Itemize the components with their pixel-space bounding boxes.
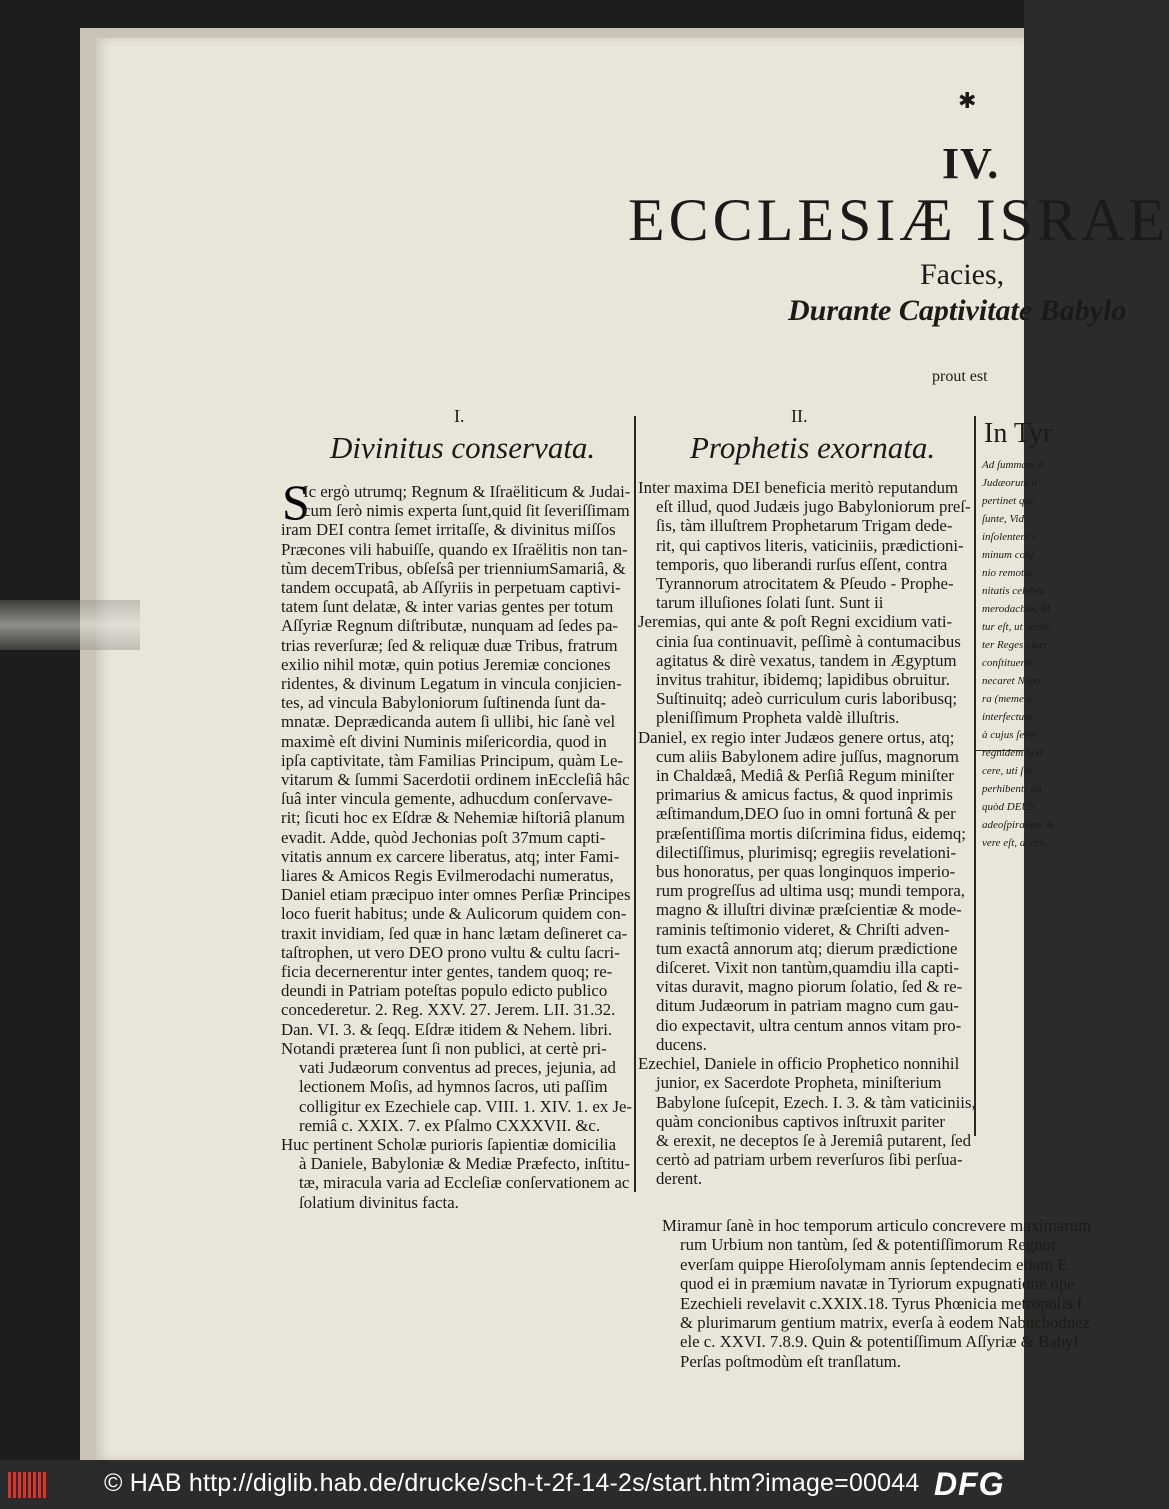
text-line: vitas duravit, magno piorum ſolatio, ſed & re- bbox=[656, 977, 963, 997]
text-line: deundi in Patriam poteſtas populo edicto publico bbox=[281, 981, 608, 1001]
text-line: traxit invidiam, ſed quæ in hanc lætam deſineret ca- bbox=[281, 923, 628, 943]
dfg-logo: DFG bbox=[934, 1466, 1005, 1502]
text-line: temporis, quo liberandi rurſus eſſent, contra bbox=[656, 554, 948, 574]
miramur-paragraph bbox=[662, 1216, 1091, 1371]
text-line: vere eſt, acerb. bbox=[982, 837, 1048, 849]
page-marker: ✱ bbox=[958, 88, 977, 113]
column-3-margin-notes bbox=[982, 456, 1054, 852]
viewer-footer bbox=[0, 1460, 1024, 1509]
text-line: rum Urbium non tantùm, ſed & potentiſſimorum Regnor bbox=[680, 1235, 1057, 1255]
text-line: tæ, miracula varia ad Eccleſiæ conſervationem ac bbox=[299, 1173, 630, 1193]
text-line: junior, ex Sacerdote Propheta, miniſterium bbox=[656, 1073, 942, 1093]
text-line: tatem ſunt delatæ, & inter varias gentes per totum bbox=[281, 597, 614, 617]
text-line: Daniel etiam præcipuo inter omnes Perſiæ Principes bbox=[281, 885, 631, 905]
text-line: quàm concionibus captivos inſtruxit pariter bbox=[656, 1111, 945, 1131]
text-line: pertinet quo bbox=[982, 495, 1036, 507]
text-line: Aſſyriæ Regnum diſtributæ, nunquam ad ſedes pa- bbox=[281, 616, 618, 636]
text-line: vitatis annum ex carcere liberatus, atq; inter Fami- bbox=[281, 846, 620, 866]
text-line: inſolentem a bbox=[982, 531, 1037, 543]
text-line: Dan. VI. 3. & ſeqq. Eſdræ itidem & Nehem. libri. bbox=[281, 1019, 613, 1039]
column-1-text bbox=[281, 474, 633, 1212]
page-clip bbox=[0, 600, 140, 650]
text-line: tes, ad vincula Babyloniorum ſuſtinenda ſunt da- bbox=[281, 693, 606, 713]
text-line: diſceret. Vixit non tantùm,quamdiu illa capti- bbox=[656, 958, 960, 978]
text-line: ſunte, Vid bbox=[982, 513, 1024, 525]
text-line: nitatis celebra bbox=[982, 585, 1046, 597]
page-title: ECCLESIÆ ISRAE bbox=[628, 187, 1169, 253]
text-line: ridentes, & divinum Legatum in vincula conjicien- bbox=[281, 674, 622, 694]
text-line: quòd DEUS bbox=[982, 801, 1035, 813]
source-url[interactable]: © HAB http://diglib.hab.de/drucke/sch-t-2f-14-2s/start.htm?image=00044 bbox=[104, 1469, 920, 1497]
text-line: Huc pertinent Scholæ purioris ſapientiæ domicilia bbox=[281, 1134, 617, 1154]
text-line: cum ſerò nimis experta ſunt,quid ſit ſeveriſſimam bbox=[303, 501, 630, 521]
column-3-heading: In Tyr bbox=[984, 418, 1053, 449]
chapter-number: IV. bbox=[942, 139, 1000, 188]
text-line: invitus trahitur, ibidemq; lapidibus obruitur. bbox=[656, 670, 950, 690]
text-line: agitatus & dirè vexatus, tandem in Ægyptum bbox=[656, 650, 957, 670]
text-line: primarius & amicus factus, & quod inprimis bbox=[656, 785, 953, 805]
text-line: ra (meme n bbox=[982, 693, 1033, 705]
column-2-heading: Prophetis exornata. bbox=[690, 430, 936, 465]
text-line: derent. bbox=[656, 1169, 703, 1189]
text-line: minum conſ bbox=[982, 549, 1034, 561]
text-line: colligitur ex Ezechiele cap. VIII. 1. XIV. 1. ex Je- bbox=[299, 1096, 633, 1116]
text-line: maximè eſt divini Numinis miſericordia, quod in bbox=[281, 731, 607, 751]
text-line: & plurimarum gentium matrix, everſa à eodem Nabuchodnez bbox=[680, 1313, 1091, 1333]
text-line: præſentiſſima mortis diſcrimina fidus, eidemq; bbox=[656, 823, 966, 843]
text-line: ſuâ inter vincula gemente, adhucdum conſervave- bbox=[281, 789, 613, 809]
subtitle-durante: Durante Captivitate Babylo bbox=[788, 294, 1127, 327]
text-line: loco fuerit habitus; unde & Aulicorum quidem con- bbox=[281, 904, 627, 924]
text-line: perhibent; ita bbox=[982, 783, 1042, 795]
text-line: necaret Nepo bbox=[982, 675, 1041, 687]
text-line: eſt illud, quod Judæis jugo Babyloniorum preſ- bbox=[656, 497, 971, 517]
text-line: Jeremias, qui ante & poſt Regni excidium vati- bbox=[638, 612, 953, 632]
text-line: ipſa captivitate, tàm Familias Principum, quàm Le- bbox=[281, 750, 624, 770]
text-line: Ad ſummam d bbox=[982, 459, 1044, 471]
hab-logo-icon bbox=[8, 1472, 52, 1498]
text-line: Tyrannorum atrocitatem & Pſeudo - Prophe- bbox=[656, 574, 954, 594]
column-2-text bbox=[638, 478, 976, 1189]
drop-cap: S bbox=[282, 474, 310, 530]
book-page bbox=[96, 38, 1169, 1460]
text-line: taſtrophen, ut vero DEO prono vultu & cultu ſacri- bbox=[281, 942, 620, 962]
text-line: interfectum bbox=[982, 711, 1033, 723]
text-line: cum aliis Babylonem adire juſſus, magnorum bbox=[656, 746, 959, 766]
text-line: tur eſt, ut Jecho bbox=[982, 621, 1052, 633]
text-line: tùm decemTribus, obſeſsâ per trienniumSamariâ, & bbox=[281, 558, 626, 578]
text-line: nio remotur bbox=[982, 567, 1034, 579]
text-line: cere, uti ſlu bbox=[982, 765, 1032, 777]
text-line: raminis teſtimonio videret, & Chriſti adven- bbox=[656, 919, 950, 939]
text-line: à Daniele, Babyloniæ & Mediæ Præfecto, inſtitu- bbox=[299, 1154, 630, 1174]
text-line: & erexit, ne deceptos ſe à Jeremiâ putarent, ſed bbox=[656, 1130, 971, 1150]
text-line: dilectiſſimus, plurimisq; egregiis revelationi- bbox=[656, 842, 957, 862]
text-line: ficia decernerentur inter gentes, tandem quoq; re- bbox=[281, 962, 613, 982]
text-line: ſolatium divinitus facta. bbox=[299, 1192, 459, 1212]
text-line: Judæorum it bbox=[982, 477, 1038, 489]
text-line: tarum illuſiones ſolati ſunt. Sunt ii bbox=[656, 593, 884, 613]
column-1-number: I. bbox=[454, 406, 465, 426]
text-line: conſtitueret. bbox=[982, 657, 1036, 669]
text-line: remiâ c. XXIX. 7. ex Pſalmo CXXXVII. &c. bbox=[299, 1115, 601, 1135]
column-2-number: II. bbox=[791, 406, 808, 426]
text-line: dio expectavit, ultra centum annos vitam pro- bbox=[656, 1015, 962, 1035]
text-line: vitarum & ſummi Sacerdotii ordinem inEccleſiâ hâc bbox=[281, 770, 630, 790]
text-line: certò ad patriam urbem reverſuros ſibi perſua- bbox=[656, 1150, 963, 1170]
text-line: evadit. Adde, quòd Jechonias poſt 37mum capti- bbox=[281, 827, 606, 847]
text-line: rum progreſſus ad ultima usq; mundi tempora, bbox=[656, 881, 966, 901]
text-line: Perſas poſtmodùm eſt tranſlatum. bbox=[680, 1351, 901, 1371]
text-line: quod ei in præmium navatæ in Tyriorum expugnatione ope bbox=[680, 1274, 1075, 1294]
text-line: tandem occupatâ, ab Aſſyriis in perpetuam captivi- bbox=[281, 578, 621, 598]
text-line: Præcones vili habuiſſe, quando ex Iſraëlitis non tan- bbox=[281, 539, 628, 559]
column-divider-1 bbox=[634, 416, 636, 1192]
text-line: concederetur. 2. Reg. XXV. 27. Jerem. LII. 31.32. bbox=[281, 1000, 616, 1020]
text-line: liares & Amicos Regis Evilmerodachi numeratus, bbox=[281, 866, 614, 886]
text-line: ditum Judæorum in patriam magno cum gau- bbox=[656, 996, 959, 1016]
text-line: trias reverſuræ; ſed & reliquæ duæ Tribus, fratrum bbox=[281, 635, 618, 655]
text-line: mnatæ. Deprædicanda autem ſi ullibi, hic ſanè vel bbox=[281, 712, 616, 732]
text-line: in Chaldæâ, Mediâ & Perſiâ Regum miniſter bbox=[656, 766, 954, 786]
text-line: magno & illuſtri divinæ præſcientiæ & mode- bbox=[656, 900, 962, 920]
text-line: adeoſpiravent & bbox=[982, 819, 1055, 831]
text-line: cinia ſua continuavit, peſſimè à contumacibus bbox=[656, 631, 961, 651]
text-line: pleniſſimum Propheta valdè illuſtris. bbox=[656, 708, 900, 728]
text-line: Ezechieli revelavit c.XXIX.18. Tyrus Phœnicia metropolis f bbox=[680, 1293, 1083, 1313]
text-line: ter Reges cluer bbox=[982, 639, 1049, 651]
text-line: æſtimandum,DEO ſuo in omni fortunâ & per bbox=[656, 804, 956, 824]
text-line: Ic ergò utrumq; Regnum & Iſraëliticum & Judai- bbox=[303, 482, 631, 501]
text-line: ſis, tàm illuſtrem Prophetarum Trigam dede- bbox=[656, 516, 953, 536]
text-line: lectionem Moſis, ad hymnos ſacros, uti paſſim bbox=[299, 1077, 608, 1097]
text-line: everſam quippe Hieroſolymam annis ſeptendecim etiam E bbox=[680, 1254, 1068, 1274]
text-line: Suſtinuitq; adeò curriculum curis laboribusq; bbox=[656, 689, 958, 709]
text-line: ducens. bbox=[656, 1034, 707, 1054]
text-line: Notandi præterea ſunt ſi non publici, at certè pri- bbox=[281, 1038, 607, 1058]
text-line: rit; ſicuti hoc ex Eſdræ & Nehemiæ hiſtoriâ planum bbox=[281, 808, 625, 828]
subtitle-facies: Facies, bbox=[920, 258, 1005, 291]
text-line: iram DEI contra ſemet irritaſſe, & divinitus miſſos bbox=[281, 520, 616, 540]
text-line: rit, qui captivos literis, vaticiniis, prædictioni- bbox=[656, 535, 964, 555]
text-line: à cujus ſervi bbox=[982, 729, 1037, 741]
text-line: regnidem hod bbox=[982, 747, 1043, 759]
text-line: ele c. XXVI. 7.8.9. Quin & potentiſſimum Aſſyriæ & Babyl bbox=[680, 1332, 1079, 1352]
text-line: exilio nihil motæ, quin potius Jeremiæ conciones bbox=[281, 654, 611, 674]
text-line: tum exactâ annorum atq; dierum prædictione bbox=[656, 938, 958, 958]
text-line: Ezechiel, Daniele in officio Prophetico nonnihil bbox=[638, 1054, 960, 1074]
text-line: Miramur ſanè in hoc temporum articulo concrevere maximarum bbox=[662, 1216, 1092, 1235]
text-line: Inter maxima DEI beneficia meritò reputandum bbox=[638, 478, 959, 497]
subtitle-proutest: prout est bbox=[932, 368, 988, 385]
text-line: Daniel, ex regio inter Judæos genere ortus, atq; bbox=[638, 727, 955, 747]
text-line: merodachus, M bbox=[982, 603, 1051, 615]
text-line: vati Judæorum conventus ad preces, jejunia, ad bbox=[299, 1058, 616, 1078]
text-line: bus honoratus, per quas longinquos imperio- bbox=[656, 862, 956, 882]
text-line: Babylone ſuſcepit, Ezech. I. 3. & tàm vaticiniis, bbox=[656, 1092, 976, 1112]
column-1-heading: Divinitus conservata. bbox=[330, 430, 596, 465]
